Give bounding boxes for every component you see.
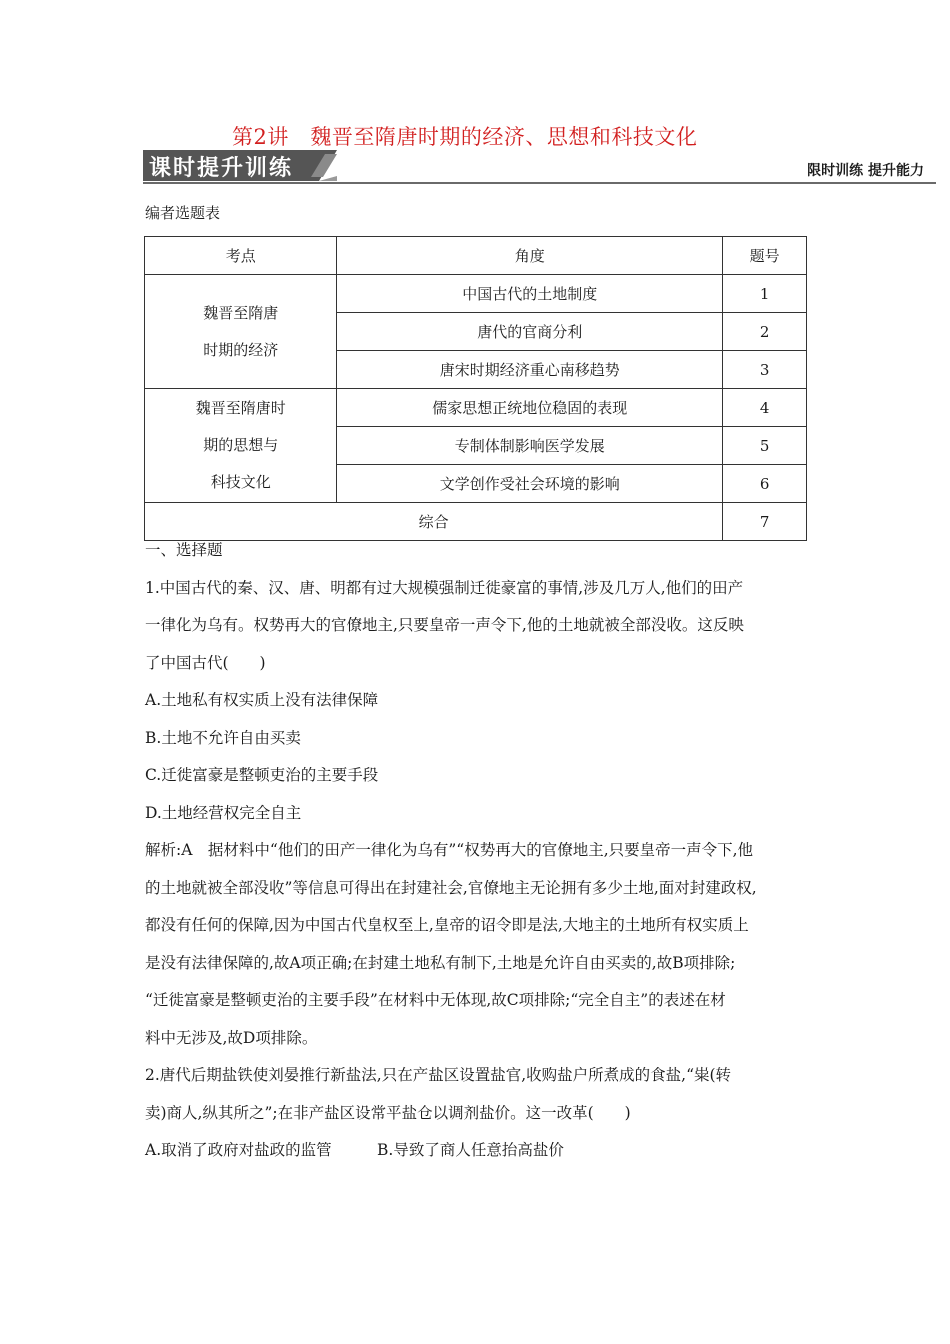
topic-line: 魏晋至隋唐 <box>203 303 279 322</box>
header-cell: 角度 <box>337 237 723 275</box>
question-1-line: 了中国古代( ) <box>145 653 266 672</box>
topic-cell <box>145 389 337 503</box>
question-1-line: 一律化为乌有。权势再大的官僚地主,只要皇帝一声令下,他的土地就被全部没收。这反映 <box>145 616 744 634</box>
table-header-row <box>145 237 807 275</box>
topic-line: 科技文化 <box>210 473 271 491</box>
analysis-line: 都没有任何的保障,因为中国古代皇权至上,皇帝的诏令即是法,大地主的土地所有权实质上 <box>145 916 749 934</box>
number-cell: 2 <box>723 313 807 351</box>
question-2-option-a: A.取消了政府对盐政的监管 <box>145 1141 332 1159</box>
number-cell: 6 <box>723 465 807 503</box>
header-divider <box>143 182 936 184</box>
section-banner <box>143 150 337 181</box>
number-cell: 5 <box>723 427 807 465</box>
topic-line: 魏晋至隋唐时 <box>195 399 286 417</box>
topic-line: 时期的经济 <box>203 340 279 359</box>
question-2-option-b: B.导致了商人任意抬高盐价 <box>377 1141 564 1159</box>
question-2-options <box>145 1132 815 1170</box>
table-row <box>145 275 807 313</box>
analysis-line: 的土地就被全部没收”等信息可得出在封建社会,官僚地主无论拥有多少土地,面对封建政权, <box>145 878 757 897</box>
number-cell: 3 <box>723 351 807 389</box>
angle-cell: 文学创作受社会环境的影响 <box>337 465 723 503</box>
topic-table <box>144 236 807 541</box>
number-cell: 4 <box>723 389 807 427</box>
banner-slogan: 限时训练 提升能力 <box>807 163 924 179</box>
number-cell: 1 <box>723 275 807 313</box>
section-title: 一、选择题 <box>145 541 223 559</box>
question-content <box>145 532 815 1170</box>
analysis-line: 是没有法律保障的,故A项正确;在封建土地私有制下,土地是允许自由买卖的,故B项排除; <box>145 953 736 972</box>
page-title: 第2讲 魏晋至隋唐时期的经济、思想和科技文化 <box>232 125 698 149</box>
angle-cell: 儒家思想正统地位稳固的表现 <box>337 389 723 427</box>
banner-label: 课时提升训练 <box>149 156 294 181</box>
question-1-option-c: C.迁徙富豪是整顿吏治的主要手段 <box>145 766 379 784</box>
analysis-line: “迁徙富豪是整顿吏治的主要手段”在材料中无体现,故C项排除;“完全自主”的表述在材 <box>145 991 726 1009</box>
angle-cell: 专制体制影响医学发展 <box>337 427 723 465</box>
header-cell: 题号 <box>723 237 807 275</box>
summary-label: 综合 <box>145 503 723 541</box>
angle-cell: 唐宋时期经济重心南移趋势 <box>337 351 723 389</box>
table-caption: 编者选题表 <box>145 204 221 222</box>
angle-cell: 唐代的官商分利 <box>337 313 723 351</box>
question-1-option-d: D.土地经营权完全自主 <box>145 803 302 822</box>
header-cell: 考点 <box>145 237 337 275</box>
question-2-line: 卖)商人,纵其所之”;在非产盐区设常平盐仓以调剂盐价。这一改革( ) <box>145 1103 631 1122</box>
analysis-line: 解析:A 据材料中“他们的田产一律化为乌有”“权势再大的官僚地主,只要皇帝一声令下,他 <box>145 841 754 859</box>
question-1-option-a: A.土地私有权实质上没有法律保障 <box>145 691 379 709</box>
angle-cell: 中国古代的土地制度 <box>337 275 723 313</box>
question-1-line: 1.中国古代的秦、汉、唐、明都有过大规模强制迁徙豪富的事情,涉及几万人,他们的田产 <box>145 578 744 597</box>
topic-line: 期的思想与 <box>203 436 279 454</box>
number-cell: 7 <box>723 503 807 541</box>
analysis-line: 料中无涉及,故D项排除。 <box>145 1028 318 1047</box>
question-1-option-b: B.土地不允许自由买卖 <box>145 728 301 747</box>
table-row <box>145 389 807 427</box>
question-2-line: 2.唐代后期盐铁使刘晏推行新盐法,只在产盐区设置盐官,收购盐户所煮成的食盐,“粜(转 <box>145 1066 732 1084</box>
topic-cell <box>145 275 337 389</box>
